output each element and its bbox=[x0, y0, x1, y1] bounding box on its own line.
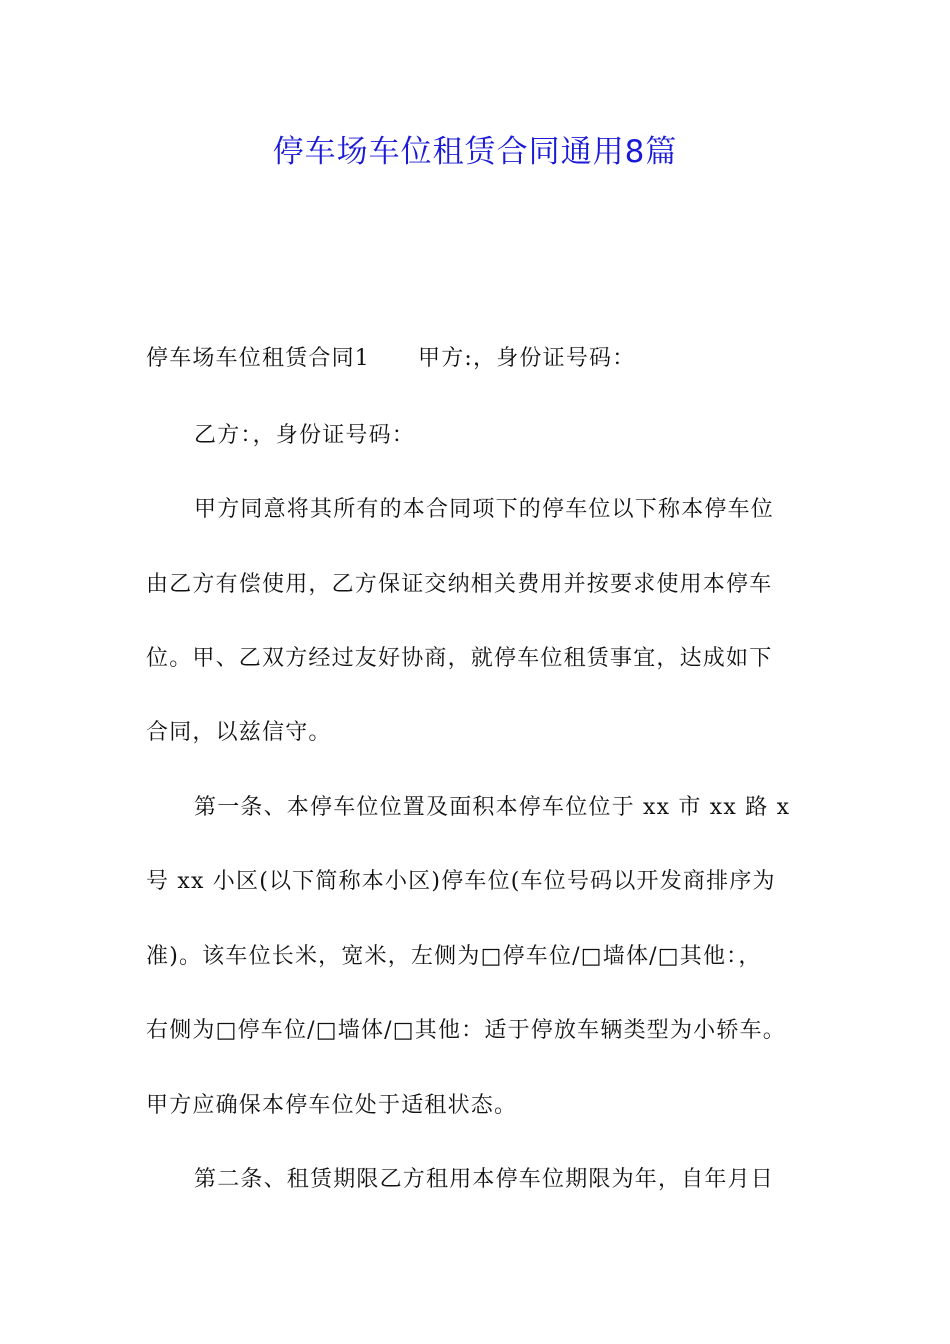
party-a-field: 甲方:，身份证号码： bbox=[418, 346, 636, 371]
paragraph-line: 甲方应确保本停车位处于适租状态。 bbox=[146, 1093, 518, 1118]
paragraph-line: 合同，以兹信守。 bbox=[146, 720, 332, 745]
party-b-field: 乙方：，身份证号码： bbox=[194, 423, 416, 448]
paragraph-line: 第一条、本停车位位置及面积本停车位位于 xx 市 xx 路 x bbox=[194, 795, 791, 820]
paragraph-line: 由乙方有偿使用，乙方保证交纳相关费用并按要求使用本停车 bbox=[146, 572, 773, 597]
contract-heading: 停车场车位租赁合同1 bbox=[146, 346, 370, 371]
paragraph-line: 第二条、租赁期限乙方租用本停车位期限为年，自年月日 bbox=[194, 1167, 775, 1192]
paragraph-line: 准)。该车位长米，宽米，左侧为□停车位/□墙体/□其他：， bbox=[146, 944, 762, 969]
paragraph-line: 甲方同意将其所有的本合同项下的停车位以下称本停车位 bbox=[194, 497, 775, 522]
paragraph-line: 号 xx 小区(以下简称本小区)停车位(车位号码以开发商排序为 bbox=[146, 869, 776, 894]
contract-heading-line bbox=[146, 339, 846, 379]
document-title: 停车场车位租赁合同通用8篇 bbox=[272, 134, 678, 170]
paragraph-line: 右侧为□停车位/□墙体/□其他：适于停放车辆类型为小轿车。 bbox=[146, 1018, 786, 1043]
paragraph-line: 位。甲、乙双方经过友好协商，就停车位租赁事宜，达成如下 bbox=[146, 646, 773, 671]
